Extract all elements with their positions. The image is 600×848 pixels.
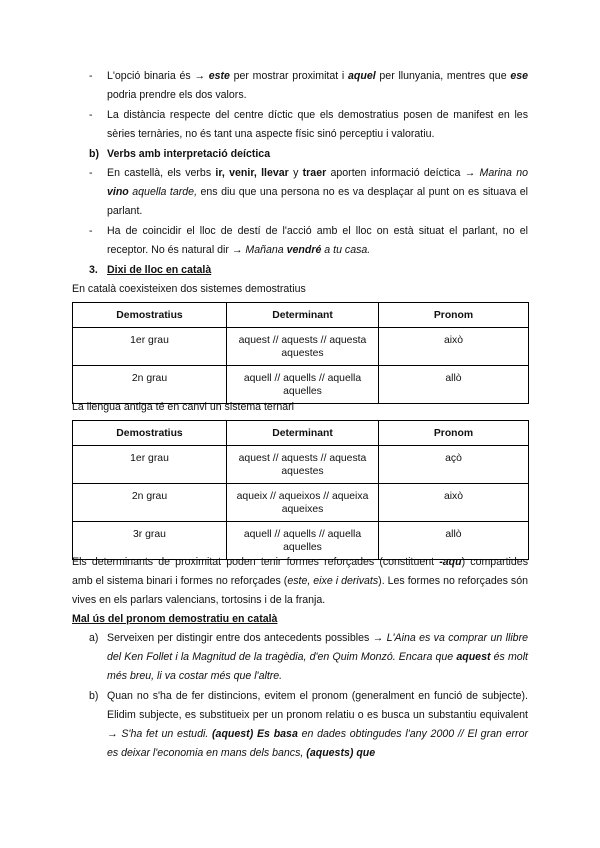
table-cell: 1er grau <box>73 446 227 484</box>
table-cell: allò <box>379 522 529 560</box>
bullet-destination-place <box>107 222 528 260</box>
table-cell: això <box>379 484 529 522</box>
text-run: aquella tarde, <box>128 186 198 198</box>
table-row <box>73 328 529 366</box>
text-run: vendré <box>286 244 322 256</box>
table-cell: 3r grau <box>73 522 227 560</box>
text-run: traer <box>302 167 327 179</box>
text-run: y <box>288 167 303 179</box>
table-header-cell: Determinant <box>227 303 379 328</box>
table-cell: allò <box>379 366 529 404</box>
demonstratives-table-binary <box>72 302 529 404</box>
text-run: Ha de coincidir el lloc de destí de l'acció amb el lloc on està situat el parlant, no el receptor. No és natural dir → <box>107 225 528 256</box>
bullet-dash: - <box>89 167 93 179</box>
table-cell: 2n grau <box>73 484 227 522</box>
text-run: ens diu que una persona no es va desplaçar al punt on es situava el parlant. <box>107 186 528 217</box>
text-run: (aquests) que <box>306 747 376 759</box>
bullet-dash: - <box>89 70 93 82</box>
text-run: a tu casa. <box>321 244 371 256</box>
text-run: L'Aina es va comprar un llibre del Ken Follet i la Magnitud de la tragèdia, d'en Quim Monzó. Encara que <box>107 632 528 663</box>
text-run: en dades obtingudes l'any 2000 // El gran error es deixar l'economia en mans dels bancs, <box>107 728 529 759</box>
text-run: aporten informació deíctica → <box>326 167 480 179</box>
table-row <box>73 446 529 484</box>
text-run: ). Les formes no reforçades són vives en els parlars valencians, tortosins i de la franja. <box>72 575 528 606</box>
table-cell: això <box>379 328 529 366</box>
demonstratives-table-ternary <box>72 420 529 560</box>
section-3-title: Dixi de lloc en català <box>107 264 212 276</box>
table-cell: açò <box>379 446 529 484</box>
bullet-binary-option <box>107 67 528 105</box>
table-cell: aqueix // aqueixos // aqueixa aqueixes <box>227 484 379 522</box>
table-header-cell: Demostratius <box>73 421 227 446</box>
table-cell: 1er grau <box>73 328 227 366</box>
text-run: ese <box>510 70 528 82</box>
table-header-row <box>73 303 529 328</box>
table-cell: aquest // aquests // aquesta aquestes <box>227 328 379 366</box>
table-row <box>73 484 529 522</box>
bullet-dash: - <box>89 109 93 121</box>
table-cell: aquest // aquests // aquesta aquestes <box>227 446 379 484</box>
text-run: En castellà, els verbs <box>107 167 216 179</box>
table-header-cell: Demostratius <box>73 303 227 328</box>
text-run: La distància respecte del centre díctic que els demostratius posen de manifest en les sèries ternàries, no és tant una aspecte físic sinó perceptiu i valoratiu. <box>107 109 528 140</box>
text-run: per mostrar proximitat i <box>229 70 349 82</box>
text-run: ir, venir, llevar <box>215 167 289 179</box>
bullet-deictic-distance <box>107 106 528 144</box>
table-header-cell: Pronom <box>379 303 529 328</box>
text-run: este, eixe i derivats <box>287 575 379 587</box>
table-header-cell: Pronom <box>379 421 529 446</box>
table-header-cell: Determinant <box>227 421 379 446</box>
section-b-title: Verbs amb interpretació deíctica <box>107 148 271 160</box>
bullet-dash: - <box>89 225 93 237</box>
text-run: ) compartides amb el sistema binari i formes no reforçades ( <box>72 556 528 587</box>
text-run: L'opció binaria és → <box>107 70 209 82</box>
item-a-label: a) <box>89 632 99 644</box>
table-cell: aquell // aquells // aquella aquelles <box>227 522 379 560</box>
text-run: este <box>208 70 230 82</box>
text-run: Mañana <box>245 244 287 256</box>
text-run: Serveixen per distingir entre dos antecedents possibles → <box>107 632 387 644</box>
section-3-number: 3. <box>89 264 98 276</box>
text-run: -aqu <box>439 556 462 568</box>
table1-intro: En català coexisteixen dos sistemes demostratius <box>72 283 306 295</box>
item-a-text <box>107 629 528 686</box>
text-run: Els determinants de proximitat poden tenir formes reforçades (constituent <box>72 556 440 568</box>
table-header-row <box>73 421 529 446</box>
paragraph-reinforced-forms <box>72 553 528 610</box>
table2-intro: La llengua antiga té en canvi un sistema ternari <box>72 401 295 413</box>
section-misuse-title: Mal ús del pronom demostratiu en català <box>72 613 278 625</box>
bullet-castilian-verbs <box>107 164 528 221</box>
table-cell: aquell // aquells // aquella aquelles <box>227 366 379 404</box>
item-b-label: b) <box>89 690 99 702</box>
text-run: vino <box>107 186 129 198</box>
text-run: és molt més breu, li va costar més que l'altre. <box>107 651 528 682</box>
table-cell: 2n grau <box>73 366 227 404</box>
text-run: Marina no <box>479 167 528 179</box>
text-run: aquest <box>456 651 491 663</box>
text-run: (aquest) Es basa <box>212 728 298 740</box>
text-run: S'ha fet un estudi. <box>121 728 213 740</box>
text-run: per llunyania, mentres que <box>375 70 511 82</box>
item-b-text <box>107 687 528 763</box>
section-b-label: b) <box>89 148 99 160</box>
text-run: aquel <box>348 70 376 82</box>
text-run: Quan no s'ha de fer distincions, evitem el pronom (generalment en funció de subjecte). Elidim subjecte, es substitueix per un pronom relatiu o es busca un substantiu equivalent → <box>107 690 528 740</box>
text-run: podria prendre els dos valors. <box>107 89 247 101</box>
